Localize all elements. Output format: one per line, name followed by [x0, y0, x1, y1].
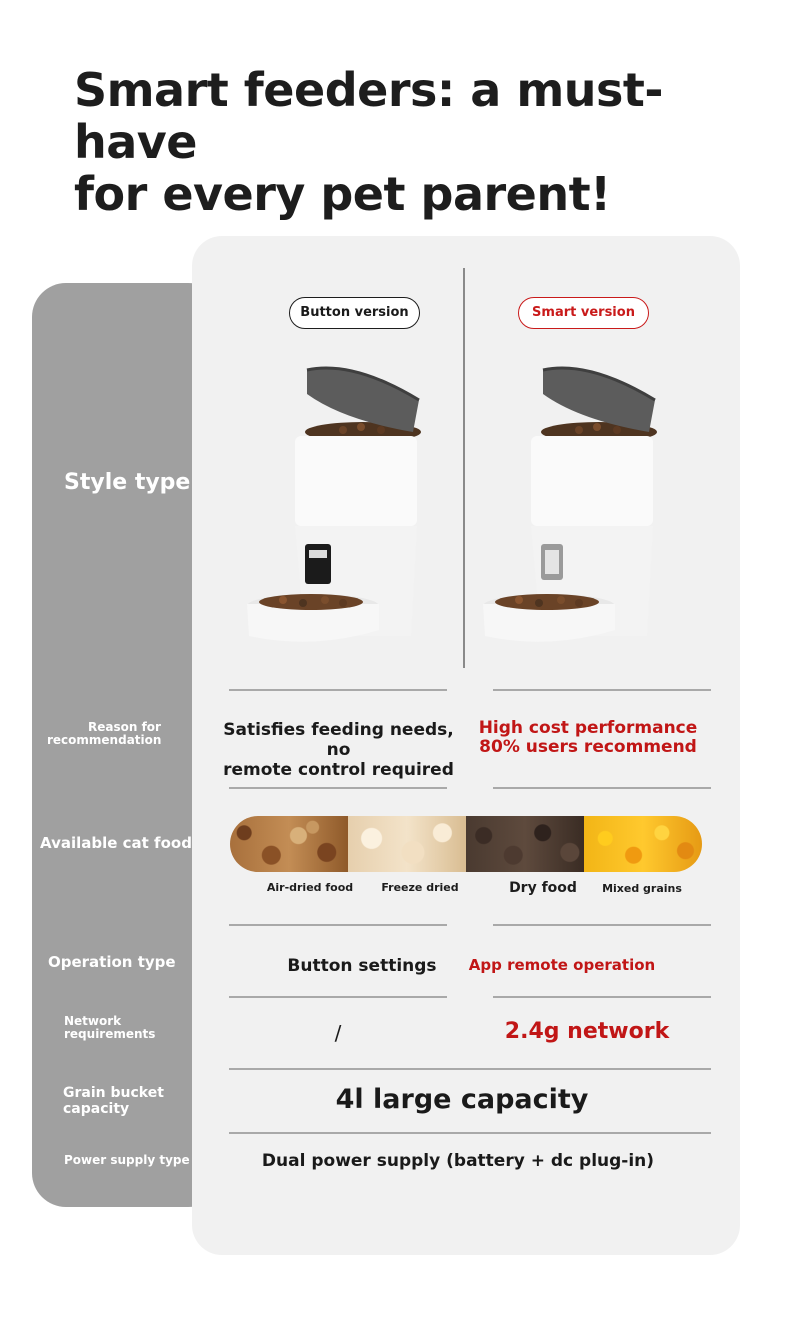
row-divider-right [493, 924, 711, 926]
page-title [74, 64, 774, 220]
row-divider-full [229, 1068, 711, 1070]
button-version-badge: Button version [289, 297, 420, 329]
reason-smart-line-2: 80% users recommend [479, 737, 697, 757]
label-capacity [63, 1085, 164, 1117]
mixed-grains-image [584, 816, 702, 872]
label-power-type: Power supply type [64, 1153, 190, 1167]
network-smart-version: 2.4g network [504, 1019, 670, 1044]
version-divider [463, 268, 465, 668]
smart-version-feeder-image [479, 360, 669, 660]
smart-version-badge: Smart version [518, 297, 649, 329]
label-network [64, 1015, 155, 1041]
operation-smart-version: App remote operation [468, 956, 656, 974]
reason-button-line-2: remote control required [223, 760, 454, 780]
row-divider-left [229, 787, 447, 789]
food-label-mixed: Mixed grains [602, 882, 682, 895]
row-divider-left [229, 924, 447, 926]
operation-button-version: Button settings [287, 956, 437, 976]
freeze-dried-food-image [348, 816, 466, 872]
reason-button-version [216, 720, 461, 780]
dry-food-image [466, 816, 584, 872]
row-divider-left [229, 689, 447, 691]
network-button-version: / [334, 1021, 342, 1045]
label-reason-line-2: recommendation [47, 733, 162, 747]
cat-food-image-strip [230, 816, 702, 872]
label-reason-line-1: Reason for [88, 720, 161, 734]
row-divider-right [493, 996, 711, 998]
label-network-line-2: requirements [64, 1027, 156, 1041]
label-operation-type: Operation type [48, 953, 176, 971]
reason-button-line-1: Satisfies feeding needs, no [223, 720, 454, 760]
reason-smart-line-1: High cost performance [478, 718, 698, 738]
label-style-type: Style type [64, 470, 191, 495]
power-supply-value: Dual power supply (battery + dc plug-in) [261, 1151, 655, 1171]
page-title-line-2: for every pet parent! [74, 167, 611, 221]
row-divider-left [229, 996, 447, 998]
reason-smart-version [478, 719, 698, 757]
row-divider-right [493, 787, 711, 789]
food-label-dry: Dry food [509, 880, 577, 896]
label-capacity-line-1: Grain bucket [63, 1085, 164, 1101]
label-reason [47, 721, 187, 747]
row-divider-right [493, 689, 711, 691]
button-version-feeder-image [243, 360, 433, 660]
page-title-line-1: Smart feeders: a must-have [74, 63, 663, 169]
food-label-air-dried: Air-dried food [266, 881, 354, 894]
label-capacity-line-2: capacity [63, 1101, 130, 1117]
label-available-food: Available cat food [40, 834, 192, 852]
label-network-line-1: Network [64, 1014, 122, 1028]
air-dried-food-image [230, 816, 348, 872]
capacity-value: 4l large capacity [335, 1084, 589, 1115]
row-divider-full [229, 1132, 711, 1134]
food-label-freeze-dried: Freeze dried [381, 881, 459, 894]
